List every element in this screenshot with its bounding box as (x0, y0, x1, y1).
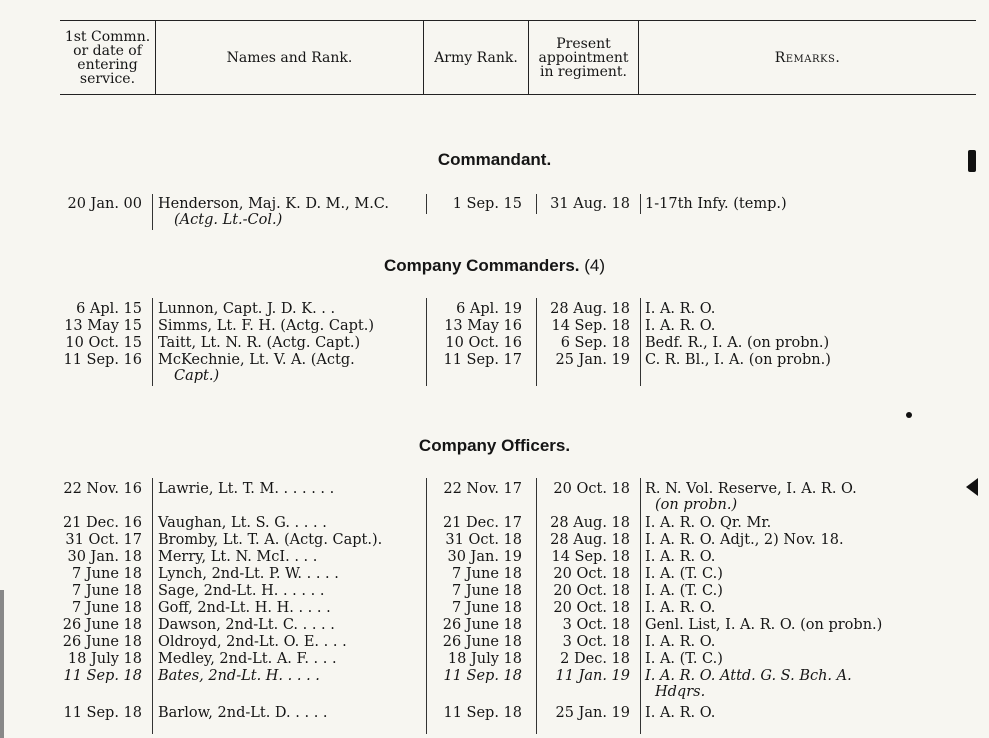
present-appointment-date: 25 Jan. 19 (555, 352, 630, 368)
commission-date: 10 Oct. 15 (65, 335, 142, 351)
officer-name: Lawrie, Lt. T. M. . . . . . . (158, 481, 335, 497)
army-rank-date: 26 June 18 (442, 617, 522, 633)
commission-date: 11 Sep. 18 (63, 705, 142, 721)
present-appointment-date: 28 Aug. 18 (550, 532, 630, 548)
remarks: I. A. R. O. Adjt., 2) Nov. 18. (645, 532, 844, 548)
remarks-continued: (on probn.) (655, 497, 738, 513)
present-appointment-date: 20 Oct. 18 (553, 566, 630, 582)
army-rank-date: 30 Jan. 19 (447, 549, 522, 565)
army-rank-date: 11 Sep. 18 (443, 705, 522, 721)
remarks: I. A. (T. C.) (645, 651, 723, 667)
commission-date: 31 Oct. 17 (65, 532, 142, 548)
officer-name: Barlow, 2nd-Lt. D. . . . . (158, 705, 328, 721)
present-appointment-date: 14 Sep. 18 (551, 318, 630, 334)
present-appointment-date: 20 Oct. 18 (553, 583, 630, 599)
officer-name: Oldroyd, 2nd-Lt. O. E. . . . (158, 634, 347, 650)
present-appointment-date: 3 Oct. 18 (562, 617, 630, 633)
section-title-company-officers: Company Officers. (418, 436, 571, 455)
officer-name-note: (Actg. Lt.-Col.) (174, 212, 283, 228)
header-army-rank: Army Rank. (424, 21, 529, 94)
present-appointment-date: 20 Oct. 18 (553, 600, 630, 616)
officer-name: Lunnon, Capt. J. D. K. . . (158, 301, 336, 317)
remarks: Bedf. R., I. A. (on probn.) (645, 335, 830, 351)
section-title-commandant: Commandant. (437, 150, 552, 169)
army-rank-date: 26 June 18 (442, 634, 522, 650)
present-appointment-date: 14 Sep. 18 (551, 549, 630, 565)
remarks: I. A. R. O. (645, 301, 716, 317)
commission-date: 11 Sep. 18 (63, 668, 142, 684)
officer-name: Lynch, 2nd-Lt. P. W. . . . . (158, 566, 339, 582)
header-present-appointment: Present appointment in regiment. (529, 21, 639, 94)
officer-name: Merry, Lt. N. McI. . . . (158, 549, 318, 565)
margin-mark (968, 150, 976, 172)
remarks: I. A. (T. C.) (645, 566, 723, 582)
army-rank-date: 7 June 18 (452, 600, 522, 616)
officer-name: McKechnie, Lt. V. A. (Actg. Capt.) (158, 352, 355, 384)
remarks: R. N. Vol. Reserve, I. A. R. O. (on probn.) (645, 481, 857, 513)
remarks: I. A. R. O. (645, 318, 716, 334)
commission-date: 7 June 18 (72, 583, 142, 599)
army-rank-date: 21 Dec. 17 (442, 515, 522, 531)
remarks-continued: Hdqrs. (655, 684, 706, 700)
army-rank-date: 11 Sep. 18 (443, 668, 522, 684)
margin-dot (906, 412, 912, 418)
present-appointment-date: 28 Aug. 18 (550, 301, 630, 317)
remarks: I. A. R. O. (645, 600, 716, 616)
officer-name: Dawson, 2nd-Lt. C. . . . . (158, 617, 335, 633)
present-appointment-date: 3 Oct. 18 (562, 634, 630, 650)
army-rank-date: 13 May 16 (444, 318, 522, 334)
officer-name: Bromby, Lt. T. A. (Actg. Capt.). (158, 532, 383, 548)
remarks: I. A. R. O. (645, 705, 716, 721)
army-rank-date: 6 Apl. 19 (456, 301, 522, 317)
header-commission-date: 1st Commn. or date of entering service. (60, 21, 156, 94)
present-appointment-date: 6 Sep. 18 (560, 335, 630, 351)
commission-date: 26 June 18 (62, 634, 142, 650)
army-rank-date: 1 Sep. 15 (452, 196, 522, 212)
army-rank-date: 11 Sep. 17 (443, 352, 522, 368)
present-appointment-date: 20 Oct. 18 (553, 481, 630, 497)
officer-name: Taitt, Lt. N. R. (Actg. Capt.) (158, 335, 361, 351)
officer-name-note: Capt.) (174, 368, 220, 384)
header-remarks: Remarks. (774, 49, 841, 66)
commission-date: 7 June 18 (72, 566, 142, 582)
page-edge-shadow (0, 590, 4, 738)
army-rank-date: 18 July 18 (447, 651, 522, 667)
army-rank-date: 31 Oct. 18 (445, 532, 522, 548)
army-rank-date: 22 Nov. 17 (443, 481, 522, 497)
officer-name: Goff, 2nd-Lt. H. H. . . . . (158, 600, 331, 616)
commission-date: 20 Jan. 00 (67, 196, 142, 212)
remarks: I. A. (T. C.) (645, 583, 723, 599)
officer-name: Bates, 2nd-Lt. H. . . . . (158, 668, 320, 684)
remarks: C. R. Bl., I. A. (on probn.) (645, 352, 831, 368)
table-header (60, 20, 976, 95)
remarks: I. A. R. O. (645, 634, 716, 650)
commission-date: 21 Dec. 16 (62, 515, 142, 531)
commission-date: 30 Jan. 18 (67, 549, 142, 565)
officer-name: Vaughan, Lt. S. G. . . . . (158, 515, 327, 531)
officer-name: Sage, 2nd-Lt. H. . . . . . (158, 583, 325, 599)
army-rank-date: 10 Oct. 16 (445, 335, 522, 351)
present-appointment-date: 11 Jan. 19 (555, 668, 630, 684)
section-title-company-commanders: Company Commanders. (4) (383, 256, 606, 275)
present-appointment-date: 31 Aug. 18 (550, 196, 630, 212)
officer-name: Henderson, Maj. K. D. M., M.C. (Actg. Lt.-Col.) (158, 196, 389, 228)
officer-name: Medley, 2nd-Lt. A. F. . . . (158, 651, 337, 667)
army-rank-date: 7 June 18 (452, 566, 522, 582)
present-appointment-date: 28 Aug. 18 (550, 515, 630, 531)
commission-date: 26 June 18 (62, 617, 142, 633)
commission-date: 7 June 18 (72, 600, 142, 616)
commission-date: 11 Sep. 16 (63, 352, 142, 368)
remarks: I. A. R. O. Qr. Mr. (645, 515, 772, 531)
commission-date: 6 Apl. 15 (76, 301, 142, 317)
remarks: Genl. List, I. A. R. O. (on probn.) (645, 617, 883, 633)
commission-date: 18 July 18 (67, 651, 142, 667)
remarks: I. A. R. O. (645, 549, 716, 565)
commission-date: 13 May 15 (64, 318, 142, 334)
present-appointment-date: 2 Dec. 18 (560, 651, 630, 667)
margin-pointer (966, 478, 978, 496)
commission-date: 22 Nov. 16 (63, 481, 142, 497)
remarks: 1-17th Infy. (temp.) (645, 196, 787, 212)
present-appointment-date: 25 Jan. 19 (555, 705, 630, 721)
remarks: I. A. R. O. Attd. G. S. Bch. A. Hdqrs. (645, 668, 852, 700)
header-names-rank: Names and Rank. (156, 21, 424, 94)
army-rank-date: 7 June 18 (452, 583, 522, 599)
officer-name: Simms, Lt. F. H. (Actg. Capt.) (158, 318, 374, 334)
